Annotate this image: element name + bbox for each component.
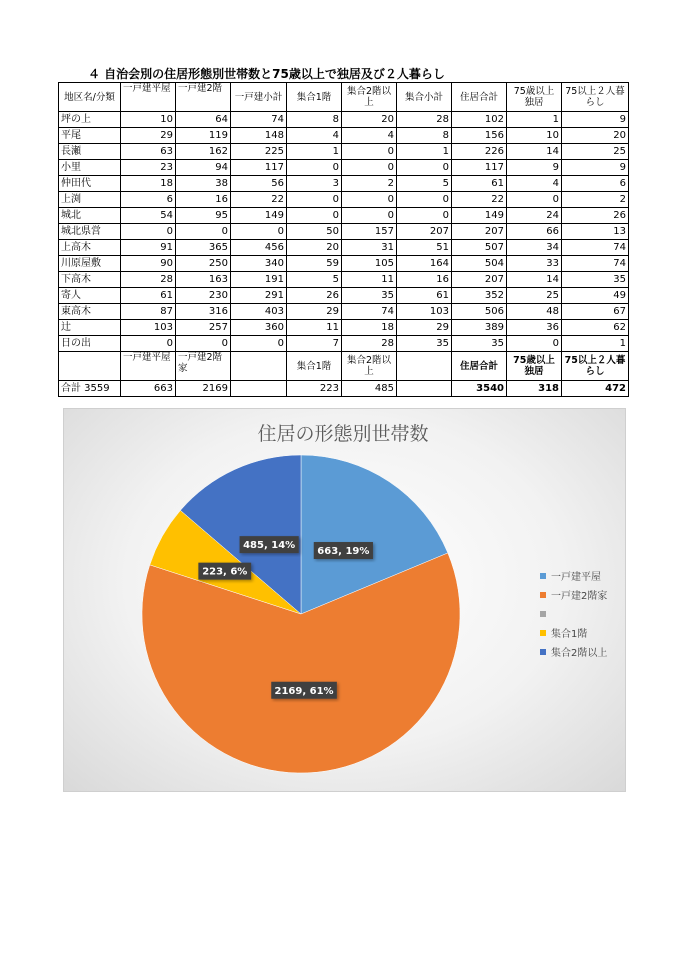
value-cell: 4	[342, 128, 397, 144]
value-cell: 26	[562, 208, 629, 224]
legend-label: 一戸建平屋	[551, 572, 601, 583]
value-cell: 29	[397, 320, 452, 336]
value-cell: 663	[121, 381, 176, 397]
slice-data-label	[198, 563, 251, 580]
column-header: 集合2階以上	[342, 352, 397, 381]
value-cell: 34	[507, 240, 562, 256]
data-label-text: 223, 6%	[202, 566, 248, 578]
value-cell: 156	[452, 128, 507, 144]
value-cell: 230	[176, 288, 231, 304]
value-cell: 61	[452, 176, 507, 192]
column-header: 75以上２人暮らし	[562, 352, 629, 381]
value-cell: 504	[452, 256, 507, 272]
value-cell: 94	[176, 160, 231, 176]
column-header: 一戸建小計	[231, 83, 287, 112]
value-cell: 66	[507, 224, 562, 240]
value-cell: 54	[121, 208, 176, 224]
value-cell: 74	[231, 112, 287, 128]
value-cell: 0	[287, 160, 342, 176]
value-cell: 456	[231, 240, 287, 256]
value-cell: 0	[176, 336, 231, 352]
column-header: 集合1階	[287, 83, 342, 112]
column-header: 一戸建平屋	[121, 352, 176, 381]
data-label-text: 485, 14%	[243, 540, 296, 552]
value-cell: 117	[452, 160, 507, 176]
value-cell: 352	[452, 288, 507, 304]
value-cell: 2169	[176, 381, 231, 397]
legend-item	[540, 604, 607, 623]
value-cell: 20	[562, 128, 629, 144]
chart-legend	[540, 566, 607, 661]
value-cell: 61	[121, 288, 176, 304]
value-cell: 207	[397, 224, 452, 240]
value-cell: 316	[176, 304, 231, 320]
value-cell: 11	[342, 272, 397, 288]
value-cell: 5	[287, 272, 342, 288]
value-cell: 164	[397, 256, 452, 272]
slice-data-label	[314, 542, 373, 559]
value-cell: 8	[397, 128, 452, 144]
value-cell: 74	[562, 240, 629, 256]
value-cell: 9	[562, 160, 629, 176]
value-cell: 6	[121, 192, 176, 208]
value-cell: 191	[231, 272, 287, 288]
value-cell: 0	[342, 208, 397, 224]
value-cell: 87	[121, 304, 176, 320]
value-cell: 35	[562, 272, 629, 288]
value-cell: 0	[507, 336, 562, 352]
row-label-cell: 下高木	[59, 272, 121, 288]
value-cell: 472	[562, 381, 629, 397]
value-cell: 35	[452, 336, 507, 352]
value-cell: 157	[342, 224, 397, 240]
value-cell: 365	[176, 240, 231, 256]
value-cell: 0	[121, 336, 176, 352]
value-cell: 0	[176, 224, 231, 240]
value-cell: 62	[562, 320, 629, 336]
document-title: ４ 自治会別の住居形態別世帯数と75歳以上で独居及び２人暮らし	[88, 67, 445, 81]
value-cell: 22	[452, 192, 507, 208]
value-cell: 3	[287, 176, 342, 192]
row-label-cell: 日の出	[59, 336, 121, 352]
legend-swatch	[540, 630, 546, 636]
value-cell: 403	[231, 304, 287, 320]
value-cell: 28	[397, 112, 452, 128]
row-label-cell: 平尾	[59, 128, 121, 144]
value-cell: 0	[231, 336, 287, 352]
value-cell: 2	[562, 192, 629, 208]
column-header: 75歳以上独居	[507, 352, 562, 381]
value-cell: 9	[562, 112, 629, 128]
value-cell: 318	[507, 381, 562, 397]
column-header: 集合2階以上	[342, 83, 397, 112]
legend-label: 集合1階	[551, 629, 588, 640]
value-cell: 10	[507, 128, 562, 144]
value-cell: 207	[452, 272, 507, 288]
value-cell: 14	[507, 144, 562, 160]
row-label-cell: 長瀬	[59, 144, 121, 160]
value-cell: 0	[342, 192, 397, 208]
value-cell: 7	[287, 336, 342, 352]
value-cell: 0	[287, 208, 342, 224]
value-cell: 0	[121, 224, 176, 240]
value-cell: 26	[287, 288, 342, 304]
value-cell: 50	[287, 224, 342, 240]
column-header: 一戸建2階	[176, 83, 231, 112]
row-label-cell: 東高木	[59, 304, 121, 320]
value-cell: 9	[507, 160, 562, 176]
value-cell: 20	[287, 240, 342, 256]
value-cell: 61	[397, 288, 452, 304]
value-cell: 49	[562, 288, 629, 304]
row-label-cell: 辻	[59, 320, 121, 336]
value-cell: 29	[121, 128, 176, 144]
value-cell: 6	[562, 176, 629, 192]
value-cell: 1	[507, 112, 562, 128]
row-label-cell: 合計 3559	[59, 381, 121, 397]
value-cell: 8	[287, 112, 342, 128]
value-cell: 90	[121, 256, 176, 272]
row-label-cell: 上高木	[59, 240, 121, 256]
legend-label: 一戸建2階家	[551, 591, 608, 602]
legend-item	[540, 585, 607, 604]
value-cell: 35	[397, 336, 452, 352]
row-label-cell: 小里	[59, 160, 121, 176]
value-cell: 102	[452, 112, 507, 128]
value-cell: 28	[121, 272, 176, 288]
value-cell: 4	[287, 128, 342, 144]
value-cell: 14	[507, 272, 562, 288]
value-cell: 291	[231, 288, 287, 304]
value-cell: 0	[507, 192, 562, 208]
value-cell: 38	[176, 176, 231, 192]
value-cell: 0	[342, 144, 397, 160]
value-cell: 360	[231, 320, 287, 336]
value-cell: 207	[452, 224, 507, 240]
value-cell: 31	[342, 240, 397, 256]
legend-swatch	[540, 573, 546, 579]
value-cell: 1	[397, 144, 452, 160]
row-label-cell: 城北	[59, 208, 121, 224]
value-cell: 48	[507, 304, 562, 320]
row-label-cell: 上渕	[59, 192, 121, 208]
column-header: 一戸建平屋	[121, 83, 176, 112]
value-cell: 10	[121, 112, 176, 128]
row-label-cell: 仲田代	[59, 176, 121, 192]
value-cell: 64	[176, 112, 231, 128]
column-header: 75歳以上独居	[507, 83, 562, 112]
value-cell: 0	[342, 160, 397, 176]
value-cell: 13	[562, 224, 629, 240]
column-header: 住居合計	[452, 83, 507, 112]
column-header: 集合小計	[397, 83, 452, 112]
value-cell: 507	[452, 240, 507, 256]
row-label-cell: 城北県営	[59, 224, 121, 240]
legend-label: 集合2階以上	[551, 648, 608, 659]
value-cell: 16	[397, 272, 452, 288]
value-cell: 162	[176, 144, 231, 160]
value-cell: 1	[287, 144, 342, 160]
value-cell: 103	[397, 304, 452, 320]
legend-swatch	[540, 611, 546, 617]
value-cell: 119	[176, 128, 231, 144]
value-cell: 11	[287, 320, 342, 336]
value-cell: 105	[342, 256, 397, 272]
value-cell: 485	[342, 381, 397, 397]
value-cell: 33	[507, 256, 562, 272]
value-cell: 506	[452, 304, 507, 320]
value-cell: 20	[342, 112, 397, 128]
value-cell: 0	[231, 224, 287, 240]
data-label-text: 663, 19%	[317, 546, 370, 558]
value-cell: 25	[562, 144, 629, 160]
value-cell: 16	[176, 192, 231, 208]
legend-item	[540, 566, 607, 585]
legend-swatch	[540, 649, 546, 655]
value-cell: 18	[121, 176, 176, 192]
slice-data-label	[271, 682, 337, 699]
legend-item	[540, 623, 607, 642]
data-label-text: 2169, 61%	[274, 685, 334, 697]
value-cell: 3540	[452, 381, 507, 397]
chart-title: 住居の形態別世帯数	[257, 423, 429, 445]
slice-data-label	[240, 536, 299, 553]
value-cell: 0	[397, 192, 452, 208]
value-cell: 91	[121, 240, 176, 256]
value-cell: 250	[176, 256, 231, 272]
column-header: 地区名/分類	[59, 83, 121, 112]
value-cell: 226	[452, 144, 507, 160]
value-cell: 225	[231, 144, 287, 160]
value-cell: 63	[121, 144, 176, 160]
value-cell: 117	[231, 160, 287, 176]
value-cell: 35	[342, 288, 397, 304]
value-cell: 4	[507, 176, 562, 192]
value-cell: 95	[176, 208, 231, 224]
row-label-cell: 寄人	[59, 288, 121, 304]
column-header: 一戸建2階家	[176, 352, 231, 381]
column-header: 75以上２人暮らし	[562, 83, 629, 112]
legend-swatch	[540, 592, 546, 598]
value-cell: 149	[452, 208, 507, 224]
column-header: 集合1階	[287, 352, 342, 381]
value-cell: 24	[507, 208, 562, 224]
value-cell: 22	[231, 192, 287, 208]
value-cell: 56	[231, 176, 287, 192]
value-cell: 0	[397, 208, 452, 224]
row-label-cell: 坪の上	[59, 112, 121, 128]
value-cell: 5	[397, 176, 452, 192]
value-cell: 51	[397, 240, 452, 256]
value-cell: 223	[287, 381, 342, 397]
value-cell: 340	[231, 256, 287, 272]
value-cell: 29	[287, 304, 342, 320]
value-cell: 74	[562, 256, 629, 272]
value-cell: 148	[231, 128, 287, 144]
value-cell: 28	[342, 336, 397, 352]
value-cell: 23	[121, 160, 176, 176]
value-cell: 389	[452, 320, 507, 336]
value-cell: 0	[397, 160, 452, 176]
value-cell: 74	[342, 304, 397, 320]
value-cell: 2	[342, 176, 397, 192]
value-cell: 0	[287, 192, 342, 208]
value-cell: 103	[121, 320, 176, 336]
value-cell: 1	[562, 336, 629, 352]
value-cell: 257	[176, 320, 231, 336]
value-cell: 163	[176, 272, 231, 288]
value-cell: 36	[507, 320, 562, 336]
column-header: 住居合計	[452, 352, 507, 381]
value-cell: 149	[231, 208, 287, 224]
value-cell: 67	[562, 304, 629, 320]
value-cell: 18	[342, 320, 397, 336]
legend-item	[540, 642, 607, 661]
value-cell: 25	[507, 288, 562, 304]
value-cell: 59	[287, 256, 342, 272]
row-label-cell: 川原屋敷	[59, 256, 121, 272]
